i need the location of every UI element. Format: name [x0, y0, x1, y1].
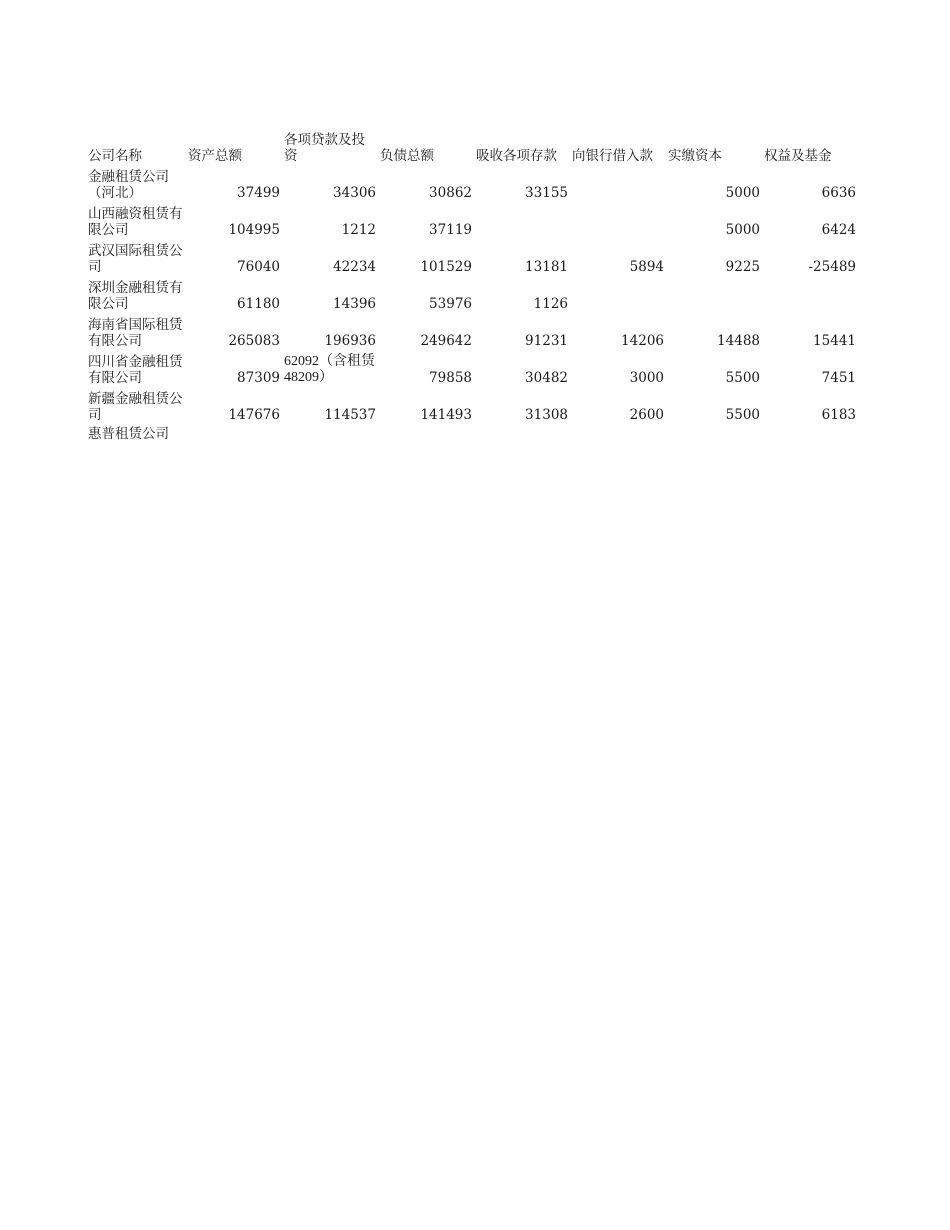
- value-cell: [762, 423, 858, 442]
- value-cell: [570, 423, 666, 442]
- value-cell: 91231: [525, 333, 568, 349]
- value-cell: [762, 275, 858, 312]
- value-cell: 30862: [429, 185, 472, 201]
- value-cell: 13181: [525, 259, 568, 275]
- header-total-assets: 资产总额: [188, 148, 242, 164]
- value-note-cell: 62092（含租赁48209）: [284, 354, 375, 385]
- table-row: [86, 386, 858, 423]
- table-row: [86, 423, 858, 442]
- value-cell: [666, 423, 762, 442]
- value-cell: 3000: [629, 370, 664, 386]
- value-cell: 141493: [420, 407, 472, 423]
- value-cell: 34306: [333, 185, 376, 201]
- value-cell: [570, 201, 666, 238]
- value-cell: 5000: [725, 185, 760, 201]
- company-name-cell: 山西融资租赁有限公司: [88, 206, 183, 238]
- value-cell: 6636: [821, 185, 856, 201]
- header-total-liabilities: 负债总额: [380, 148, 434, 164]
- value-cell: 114537: [324, 407, 376, 423]
- value-cell: [570, 275, 666, 312]
- value-cell: 14396: [333, 296, 376, 312]
- value-cell: 196936: [324, 333, 376, 349]
- header-loans-investments: 各项贷款及投资: [284, 132, 365, 164]
- company-name-cell: 惠普租赁公司: [88, 426, 169, 442]
- value-cell: [474, 423, 570, 442]
- table-row: [86, 275, 858, 312]
- company-name-cell: 海南省国际租赁有限公司: [88, 317, 183, 349]
- value-cell: 249642: [420, 333, 472, 349]
- value-cell: [474, 201, 570, 238]
- value-cell: 5894: [629, 259, 664, 275]
- value-cell: 147676: [228, 407, 280, 423]
- value-cell: 6183: [821, 407, 856, 423]
- value-cell: 5500: [725, 370, 760, 386]
- value-cell: 76040: [237, 259, 280, 275]
- value-cell: 30482: [525, 370, 568, 386]
- table-row: [86, 238, 858, 275]
- value-cell: 7451: [821, 370, 856, 386]
- value-cell: 104995: [228, 222, 280, 238]
- value-cell: 5000: [725, 222, 760, 238]
- value-cell: [378, 423, 474, 442]
- value-cell: 61180: [237, 296, 280, 312]
- value-cell: [570, 164, 666, 201]
- value-cell: 14206: [621, 333, 664, 349]
- value-cell: 79858: [429, 370, 472, 386]
- value-cell: 37119: [429, 222, 472, 238]
- value-cell: [186, 423, 282, 442]
- table-row: [86, 201, 858, 238]
- header-company-name: 公司名称: [88, 148, 142, 164]
- value-cell: 14488: [717, 333, 760, 349]
- table-row: [86, 312, 858, 349]
- company-name-cell: 武汉国际租赁公司: [88, 243, 183, 275]
- table-row: [86, 164, 858, 201]
- value-cell: -25489: [808, 259, 856, 275]
- value-cell: 31308: [525, 407, 568, 423]
- company-name-cell: 四川省金融租赁有限公司: [88, 354, 183, 386]
- header-bank-borrowings: 向银行借入款: [572, 148, 653, 164]
- value-cell: 37499: [237, 185, 280, 201]
- company-name-cell: 深圳金融租赁有限公司: [88, 280, 183, 312]
- value-cell: 1126: [533, 296, 568, 312]
- value-cell: [666, 275, 762, 312]
- header-row: [86, 130, 858, 164]
- value-cell: 101529: [420, 259, 472, 275]
- header-deposits: 吸收各项存款: [476, 148, 557, 164]
- value-cell: 5500: [725, 407, 760, 423]
- spreadsheet: [86, 130, 858, 442]
- table-row: [86, 349, 858, 386]
- value-cell: 42234: [333, 259, 376, 275]
- value-cell: 265083: [228, 333, 280, 349]
- company-name-cell: 新疆金融租赁公司: [88, 391, 183, 423]
- value-cell: 6424: [821, 222, 856, 238]
- header-paid-in-capital: 实缴资本: [668, 148, 722, 164]
- value-cell: 1212: [341, 222, 376, 238]
- value-cell: 87309: [237, 370, 280, 386]
- value-cell: 33155: [525, 185, 568, 201]
- value-cell: 15441: [813, 333, 856, 349]
- value-cell: [282, 423, 378, 442]
- header-equity-funds: 权益及基金: [764, 148, 832, 164]
- company-name-cell: 金融租赁公司（河北）: [88, 169, 169, 201]
- leasing-companies-table: [86, 130, 858, 442]
- value-cell: 9225: [725, 259, 760, 275]
- value-cell: 53976: [429, 296, 472, 312]
- value-cell: 2600: [629, 407, 664, 423]
